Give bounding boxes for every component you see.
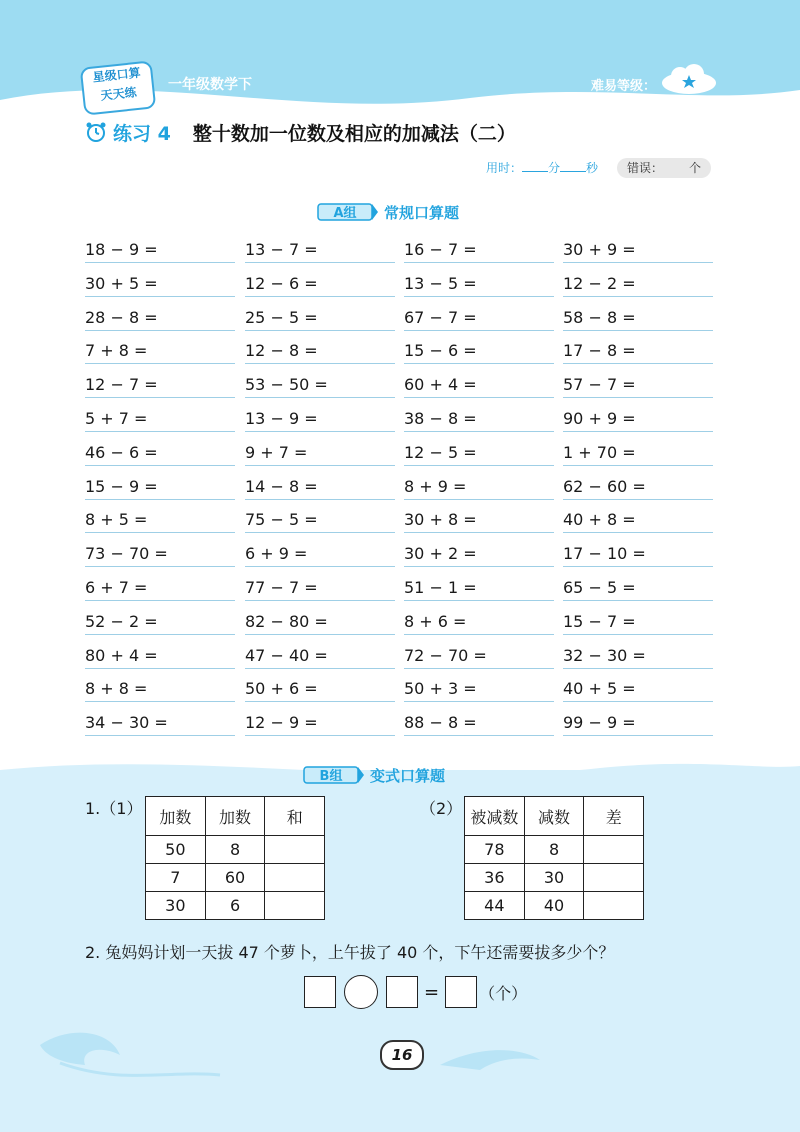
problem-cell[interactable]: 15 − 9 =: [85, 477, 235, 500]
table-header-cell: 差: [584, 797, 644, 836]
problem-row: [85, 709, 715, 743]
problem-cell[interactable]: 30 + 9 =: [563, 240, 713, 263]
pencil-badge-icon: [312, 201, 378, 223]
problem-cell[interactable]: 50 + 6 =: [245, 679, 395, 702]
problem-cell[interactable]: 30 + 8 =: [404, 510, 554, 533]
problem-cell[interactable]: 50 + 3 =: [404, 679, 554, 702]
problem-cell[interactable]: 53 − 50 =: [245, 375, 395, 398]
problem-row: [85, 642, 715, 676]
table-row: [146, 836, 325, 864]
problem-row: [85, 304, 715, 338]
table-cell: 50: [146, 836, 206, 864]
table-header-cell: 加数: [205, 797, 265, 836]
problem-row: [85, 337, 715, 371]
problem-cell[interactable]: 17 − 8 =: [563, 341, 713, 364]
problem-cell[interactable]: 13 − 5 =: [404, 274, 554, 297]
section-a-title: 常规口算题: [384, 203, 460, 222]
pencil-badge-icon: [298, 764, 364, 786]
problem-cell[interactable]: 17 − 10 =: [563, 544, 713, 567]
table-header-cell: 加数: [146, 797, 206, 836]
svg-text:A组: A组: [333, 206, 357, 221]
grade-label: 一年级数学下: [168, 77, 252, 93]
problem-cell[interactable]: 99 − 9 =: [563, 713, 713, 736]
answer-cell[interactable]: [265, 864, 325, 892]
problem-row: [85, 236, 715, 270]
problem-cell[interactable]: 5 + 7 =: [85, 409, 235, 432]
unit-label: （个）: [479, 983, 528, 1003]
table-cell: 36: [465, 864, 525, 892]
table-cell: 44: [465, 892, 525, 920]
page-number: 16: [380, 1040, 424, 1070]
problem-cell[interactable]: 75 − 5 =: [245, 510, 395, 533]
problem-cell[interactable]: 30 + 2 =: [404, 544, 554, 567]
problem-cell[interactable]: 13 − 9 =: [245, 409, 395, 432]
problem-cell[interactable]: 47 − 40 =: [245, 646, 395, 669]
problem-cell[interactable]: 13 − 7 =: [245, 240, 395, 263]
problem-row: [85, 371, 715, 405]
table-cell: 78: [465, 836, 525, 864]
problem-cell[interactable]: 65 − 5 =: [563, 578, 713, 601]
table-row: [465, 892, 644, 920]
problem-cell[interactable]: 14 − 8 =: [245, 477, 395, 500]
problem-cell[interactable]: 90 + 9 =: [563, 409, 713, 432]
answer-box-result[interactable]: [445, 976, 477, 1008]
table-header-cell: 被减数: [465, 797, 525, 836]
problem-cell[interactable]: 46 − 6 =: [85, 443, 235, 466]
table-header-cell: 和: [265, 797, 325, 836]
problem-row: [85, 473, 715, 507]
problem-row: [85, 675, 715, 709]
cloud-star-icon: [660, 63, 718, 95]
problem-cell[interactable]: 8 + 8 =: [85, 679, 235, 702]
problem-cell[interactable]: 12 − 5 =: [404, 443, 554, 466]
table-row: [465, 836, 644, 864]
problem-cell[interactable]: 88 − 8 =: [404, 713, 554, 736]
problem-cell[interactable]: 7 + 8 =: [85, 341, 235, 364]
table-cell: 7: [146, 864, 206, 892]
problem-cell[interactable]: 12 − 2 =: [563, 274, 713, 297]
table-header-row: [146, 797, 325, 836]
problem-cell[interactable]: 28 − 8 =: [85, 308, 235, 331]
section-a-problems: [85, 236, 715, 743]
answer-cell[interactable]: [584, 864, 644, 892]
problem-row: [85, 608, 715, 642]
problem-cell[interactable]: 30 + 5 =: [85, 274, 235, 297]
problem-row: [85, 574, 715, 608]
problem-cell[interactable]: 15 − 7 =: [563, 612, 713, 635]
exercise-title: 整十数加一位数及相应的加减法（二）: [192, 122, 516, 145]
error-count: 错误： 个: [617, 158, 711, 178]
problem-cell[interactable]: 25 − 5 =: [245, 308, 395, 331]
problem-cell[interactable]: 51 − 1 =: [404, 578, 554, 601]
section-b-heading: [298, 763, 445, 787]
question-1-label: 1.（1）: [85, 799, 143, 818]
table-cell: 6: [205, 892, 265, 920]
problem-cell[interactable]: 38 − 8 =: [404, 409, 554, 432]
problem-cell[interactable]: 12 − 6 =: [245, 274, 395, 297]
problem-cell[interactable]: 16 − 7 =: [404, 240, 554, 263]
series-logo: 星级口算 天天练: [80, 60, 157, 115]
section-b-title: 变式口算题: [370, 766, 446, 785]
table-header-cell: 减数: [524, 797, 584, 836]
problem-cell[interactable]: 1 + 70 =: [563, 443, 713, 466]
difficulty-label: 难易等级：: [591, 79, 657, 94]
problem-cell[interactable]: 18 − 9 =: [85, 240, 235, 263]
table-cell: 30: [146, 892, 206, 920]
problem-row: [85, 439, 715, 473]
problem-cell[interactable]: 8 + 5 =: [85, 510, 235, 533]
table-cell: 30: [524, 864, 584, 892]
question-2-text: 2. 兔妈妈计划一天拔 47 个萝卜，上午拔了 40 个，下午还需要拔多少个？: [85, 943, 615, 962]
problem-row: [85, 540, 715, 574]
problem-cell[interactable]: 52 − 2 =: [85, 612, 235, 635]
problem-row: [85, 506, 715, 540]
problem-cell[interactable]: 6 + 9 =: [245, 544, 395, 567]
table-row: [146, 892, 325, 920]
problem-cell[interactable]: 40 + 8 =: [563, 510, 713, 533]
answer-equation: [304, 975, 527, 1009]
answer-cell[interactable]: [584, 892, 644, 920]
problem-cell[interactable]: 12 − 7 =: [85, 375, 235, 398]
problem-cell[interactable]: 6 + 7 =: [85, 578, 235, 601]
operator-circle[interactable]: [344, 975, 378, 1009]
equals-sign: =: [424, 981, 440, 1003]
answer-cell[interactable]: [584, 836, 644, 864]
exercise-title-row: [85, 117, 516, 147]
problem-cell[interactable]: 8 + 6 =: [404, 612, 554, 635]
answer-box-1[interactable]: [304, 976, 336, 1008]
problem-cell[interactable]: 77 − 7 =: [245, 578, 395, 601]
table-row: [465, 864, 644, 892]
problem-cell[interactable]: 82 − 80 =: [245, 612, 395, 635]
answer-cell[interactable]: [265, 892, 325, 920]
problem-cell[interactable]: 15 − 6 =: [404, 341, 554, 364]
table-row: [146, 864, 325, 892]
subtraction-table: [464, 796, 644, 920]
answer-box-2[interactable]: [386, 976, 418, 1008]
problem-cell[interactable]: 80 + 4 =: [85, 646, 235, 669]
problem-cell[interactable]: 12 − 8 =: [245, 341, 395, 364]
addition-table: [145, 796, 325, 920]
alarm-clock-icon: [85, 121, 107, 143]
answer-cell[interactable]: [265, 836, 325, 864]
problem-cell[interactable]: 34 − 30 =: [85, 713, 235, 736]
problem-cell[interactable]: 73 − 70 =: [85, 544, 235, 567]
bottom-wave-decoration: [0, 1015, 800, 1132]
problem-cell[interactable]: 58 − 8 =: [563, 308, 713, 331]
section-a-heading: [312, 200, 459, 224]
svg-text:B组: B组: [319, 769, 343, 784]
problem-cell[interactable]: 40 + 5 =: [563, 679, 713, 702]
question-1b-label: （2）: [420, 799, 463, 818]
time-used: 用时： 分 秒: [486, 161, 599, 175]
table-header-row: [465, 797, 644, 836]
problem-cell[interactable]: 8 + 9 =: [404, 477, 554, 500]
problem-cell[interactable]: 60 + 4 =: [404, 375, 554, 398]
problem-cell[interactable]: 72 − 70 =: [404, 646, 554, 669]
problem-cell[interactable]: 67 − 7 =: [404, 308, 554, 331]
problem-cell[interactable]: 32 − 30 =: [563, 646, 713, 669]
problem-cell[interactable]: 12 − 9 =: [245, 713, 395, 736]
problem-cell[interactable]: 9 + 7 =: [245, 443, 395, 466]
exercise-number: 练习 4: [113, 122, 171, 145]
problem-row: [85, 270, 715, 304]
table-cell: 40: [524, 892, 584, 920]
table-cell: 8: [205, 836, 265, 864]
table-cell: 8: [524, 836, 584, 864]
problem-cell[interactable]: 62 − 60 =: [563, 477, 713, 500]
problem-row: [85, 405, 715, 439]
table-cell: 60: [205, 864, 265, 892]
problem-cell[interactable]: 57 − 7 =: [563, 375, 713, 398]
